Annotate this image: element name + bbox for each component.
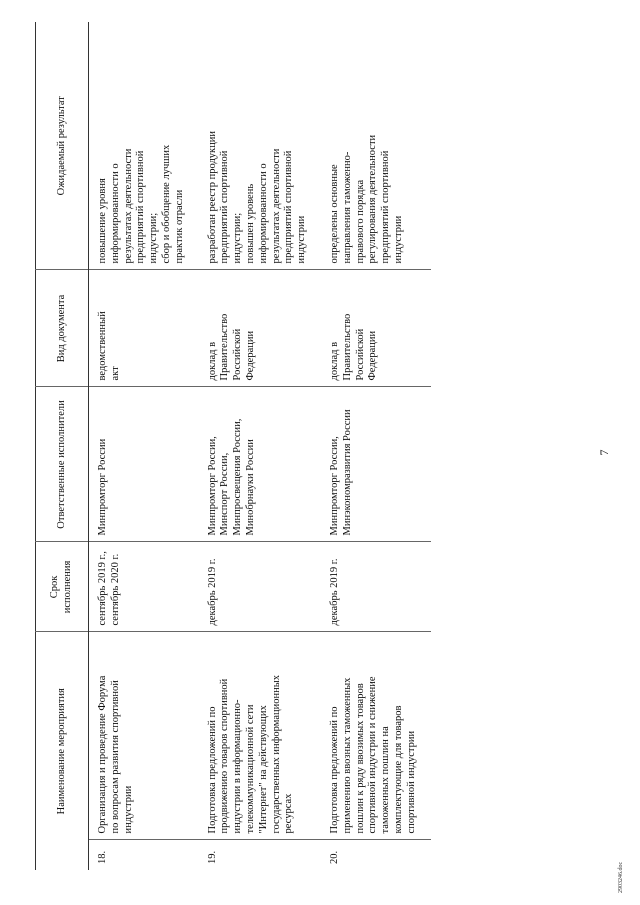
- measure-name-text: применению ввозных таможенных: [341, 677, 353, 834]
- document-type-cell: [321, 270, 431, 387]
- header-deadline: Срок исполнения: [36, 542, 89, 632]
- expected-result-text: результатах деятельности: [270, 148, 282, 264]
- deadline-text: сентябрь 2020 г.: [109, 553, 121, 626]
- header-name: Наименование мероприятия: [36, 632, 89, 870]
- expected-result-text: направления таможенно-: [341, 151, 353, 264]
- expected-result-cell: [321, 22, 431, 270]
- expected-result-text: индустрии;: [148, 212, 160, 264]
- expected-result-text: регулирования деятельности: [367, 134, 379, 264]
- table-row: [321, 22, 431, 870]
- expected-result-text: практик отрасли: [173, 189, 185, 264]
- table-row: [199, 22, 321, 870]
- expected-result-text: предприятий спортивной: [380, 150, 392, 264]
- measure-name-text: Организация и проведение Форума: [97, 675, 108, 834]
- measure-name-text: Подготовка предложений по: [328, 706, 340, 834]
- page-number: 7: [597, 449, 611, 456]
- expected-result-text: разработан реестр продукции: [206, 130, 218, 264]
- executors-text: Минэкономразвития России: [341, 409, 353, 536]
- measures-table: [35, 22, 431, 870]
- executors-text: Минпросвещения России,: [232, 418, 244, 536]
- measure-name-text: телекоммуникационной сети: [244, 704, 256, 834]
- table-row: [89, 22, 199, 870]
- document-type-text: акт: [109, 366, 121, 381]
- expected-result-text: повышен уровень: [244, 183, 256, 264]
- expected-result-text: результатах деятельности: [122, 148, 134, 264]
- deadline-text: декабрь 2019 г.: [328, 558, 340, 626]
- measure-name-text: "Интернет" на действующих: [257, 705, 269, 834]
- document-type-text: ведомственный: [97, 311, 108, 381]
- deadline-text: сентябрь 2019 г.,: [97, 551, 108, 626]
- executors-cell: [321, 387, 431, 542]
- table-header-row: [36, 22, 89, 870]
- expected-result-text: правового порядка: [354, 179, 366, 264]
- measure-name-text: государственных информационных: [270, 674, 282, 834]
- executors-text: Минпромторг России,: [206, 436, 218, 536]
- measure-name-cell: [321, 632, 431, 840]
- expected-result-text: предприятий спортивной: [135, 150, 147, 264]
- expected-result-text: предприятий спортивной: [219, 150, 231, 264]
- measure-name-text: спортивной индустрии и снижение: [367, 676, 379, 834]
- expected-result-text: определены основные: [328, 164, 340, 264]
- expected-result-text: индустрии;: [232, 212, 244, 264]
- executors-text: Минпромторг России,: [328, 436, 340, 536]
- row-number-cell: 19.: [206, 850, 218, 864]
- executors-cell: [89, 387, 199, 542]
- row-number-cell: 20.: [328, 850, 340, 864]
- measure-name-cell: [199, 632, 321, 840]
- document-type-text: Правительство: [219, 313, 231, 381]
- header-doc-type: Вид документа: [36, 270, 89, 387]
- executors-text: Минспорт России,: [219, 452, 231, 536]
- executors-text: Минпромторг России: [97, 438, 108, 536]
- measure-name-text: продвижению товаров спортивной: [219, 678, 231, 834]
- expected-result-cell: [89, 22, 199, 270]
- measure-name-text: таможенных пошлин на: [380, 726, 392, 834]
- deadline-cell: [199, 542, 321, 632]
- row-number-cell: 18.: [97, 850, 108, 864]
- expected-result-text: предприятий спортивной: [283, 150, 295, 264]
- document-type-text: Российской: [232, 328, 244, 381]
- document-type-cell: [89, 270, 199, 387]
- expected-result-text: повышение уровня: [97, 178, 108, 264]
- measure-name-text: по вопросам развития спортивной: [109, 680, 121, 834]
- document-type-text: доклад в: [206, 341, 218, 381]
- executors-text: Минобрнауки России: [244, 439, 256, 536]
- measure-name-cell: [89, 632, 199, 840]
- document-type-text: Федерации: [367, 330, 379, 381]
- file-footer: 2903246.doc: [618, 861, 624, 893]
- measure-name-text: ресурсах: [283, 793, 295, 834]
- measure-name-text: индустрии в информационно-: [232, 699, 244, 834]
- measure-name-text: Подготовка предложений по: [206, 706, 218, 834]
- expected-result-text: индустрии: [392, 215, 404, 264]
- document-type-cell: [199, 270, 321, 387]
- header-result: Ожидаемый результат: [36, 22, 89, 270]
- measure-name-text: спортивной индустрии: [405, 730, 417, 834]
- measure-name-text: пошлин к ряду ввозимых товаров: [354, 683, 366, 834]
- measure-name-text: индустрии: [122, 785, 134, 834]
- expected-result-text: индустрии: [296, 215, 308, 264]
- expected-result-text: информированности о: [109, 163, 121, 264]
- document-type-text: Российской: [354, 328, 366, 381]
- expected-result-text: информированности о: [257, 163, 269, 264]
- measure-name-text: комплектующие для товаров: [392, 705, 404, 834]
- document-type-text: Федерации: [244, 330, 256, 381]
- deadline-cell: [89, 542, 199, 632]
- deadline-text: декабрь 2019 г.: [206, 558, 218, 626]
- expected-result-cell: [199, 22, 321, 270]
- executors-cell: [199, 387, 321, 542]
- header-executors: Ответственные исполнители: [36, 387, 89, 542]
- document-type-text: доклад в: [328, 341, 340, 381]
- expected-result-text: сбор и обобщение лучших: [160, 144, 172, 264]
- deadline-cell: [321, 542, 431, 632]
- document-type-text: Правительство: [341, 313, 353, 381]
